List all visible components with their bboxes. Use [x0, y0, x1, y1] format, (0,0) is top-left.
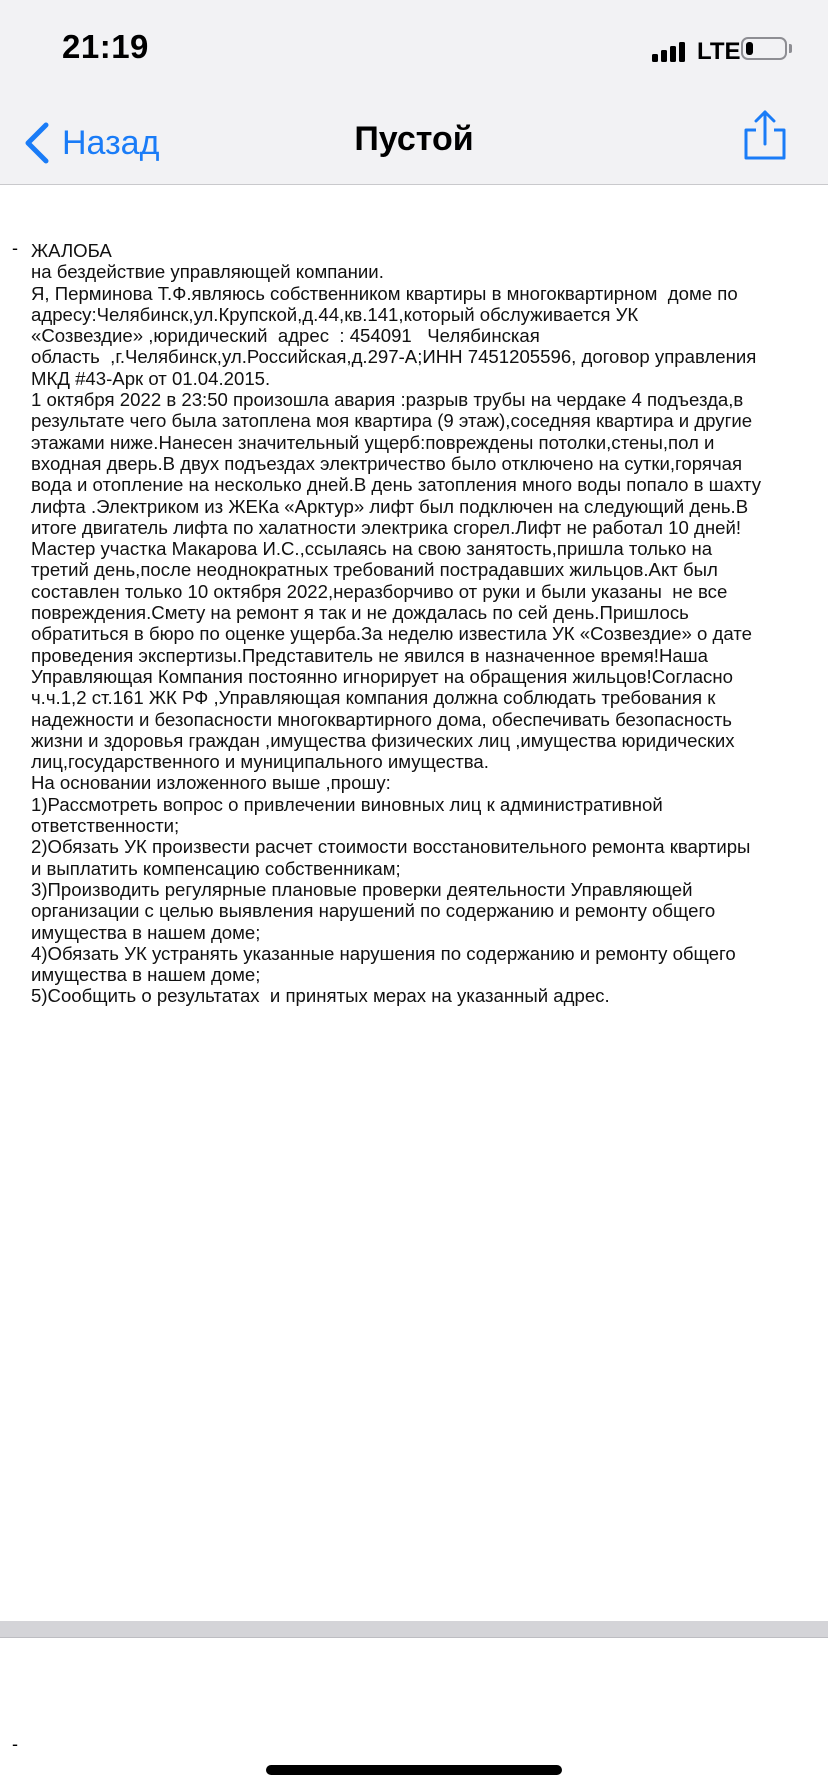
document-line: повреждения.Смету на ремонт я так и не дождалась по сей день.Пришлось — [31, 602, 689, 624]
document-line: 1 октября 2022 в 23:50 произошла авария :разрыв трубы на чердаке 4 подъезда,в — [31, 389, 744, 411]
document-body — [31, 240, 811, 1007]
document-line: 2)Обязать УК произвести расчет стоимости восстановительного ремонта квартиры — [31, 836, 751, 858]
document-line: имущества в нашем доме; — [31, 964, 261, 986]
document-line: итоге двигатель лифта по халатности электрика сгорел.Лифт не работал 10 дней! — [31, 516, 742, 538]
page-marker: - — [12, 238, 18, 258]
document-line: ч.ч.1,2 ст.161 ЖК РФ ,Управляющая компания должна соблюдать требования к — [31, 687, 716, 709]
page-title: Пустой — [354, 120, 474, 158]
document-line: ЖАЛОБА — [31, 240, 112, 261]
page-separator-line — [0, 1637, 828, 1638]
battery-level — [746, 42, 753, 55]
battery-icon — [741, 37, 787, 60]
document-line: лифта .Электриком из ЖЕКа «Арктур» лифт был подключен на следующий день.В — [31, 495, 749, 517]
document-line: 1)Рассмотреть вопрос о привлечении виновных лиц к административной — [31, 793, 663, 815]
top-bar — [0, 0, 828, 185]
document-line: Управляющая Компания постоянно игнорирует на обращения жильцов!Согласно — [31, 665, 733, 687]
document-line: На основании изложенного выше ,прошу: — [31, 772, 391, 794]
document-line: этажами ниже.Нанесен значительный ущерб:повреждены потолки,стены,пол и — [31, 431, 715, 453]
document-line: вода и отопление на несколько дней.В день затопления много воды попало в шахту — [31, 474, 762, 496]
document-line: результате чего была затоплена моя квартира (9 этаж),соседняя квартира и другие — [31, 410, 753, 432]
document-line: Мастер участка Макарова И.С.,ссылаясь на свою занятость,пришла только на — [31, 538, 713, 560]
document-line: 3)Производить регулярные плановые проверки деятельности Управляющей — [31, 878, 693, 900]
document-line: на бездействие управляющей компании. — [31, 261, 384, 283]
home-indicator[interactable] — [266, 1765, 562, 1775]
document-line: надежности и безопасности многоквартирного дома, обеспечивать безопасность — [31, 708, 732, 730]
document-line: входная дверь.В двух подъездах электричество было отключено на сутки,горячая — [31, 452, 743, 474]
document-line: жизни и здоровья граждан ,имущества физических лиц ,имущества юридических — [31, 729, 735, 751]
document-line: проведения экспертизы.Представитель не явился в назначенное время!Наша — [31, 644, 708, 666]
document-line: 5)Сообщить о результатах и принятых мерах на указанный адрес. — [31, 985, 610, 1007]
document-line: третий день,после неоднократных требований пострадавших жильцов.Акт был — [31, 559, 718, 581]
page-separator — [0, 1621, 828, 1637]
document-line: лиц,государственного и муниципального имущества. — [31, 751, 489, 773]
document-line: область ,г.Челябинск,ул.Российская,д.297-А;ИНН 7451205596, договор управления — [31, 346, 757, 368]
document-line: адресу:Челябинск,ул.Крупской,д.44,кв.141,который обслуживается УК — [31, 303, 639, 325]
document-line: обратиться в бюро по оценке ущерба.За неделю известила УК «Созвездие» о дате — [31, 623, 752, 645]
back-label: Назад — [62, 123, 160, 162]
document-line: МКД #43-Арк от 01.04.2015. — [31, 367, 271, 389]
battery-tip — [789, 44, 792, 53]
document-line: и выплатить компенсацию собственникам; — [31, 857, 401, 879]
page-marker-2: - — [12, 1734, 18, 1754]
document-line: составлен только 10 октября 2022,неразборчиво от руки и были указаны не все — [31, 580, 728, 602]
document-line: Я, Перминова Т.Ф.являюсь собственником квартиры в многоквартирном доме по — [31, 282, 738, 304]
status-time: 21:19 — [62, 28, 149, 65]
document-line: организации с целью выявления нарушений по содержанию и ремонту общего — [31, 900, 716, 922]
document-line: имущества в нашем доме; — [31, 921, 261, 943]
share-icon[interactable] — [742, 108, 788, 166]
document-line: «Созвездие» ,юридический адрес : 454091 Челябинская — [31, 325, 540, 347]
cellular-signal-icon — [652, 42, 686, 62]
network-type: LTE — [697, 38, 741, 65]
document-line: ответственности; — [31, 815, 180, 837]
document-line: 4)Обязать УК устранять указанные нарушения по содержанию и ремонту общего — [31, 942, 736, 964]
